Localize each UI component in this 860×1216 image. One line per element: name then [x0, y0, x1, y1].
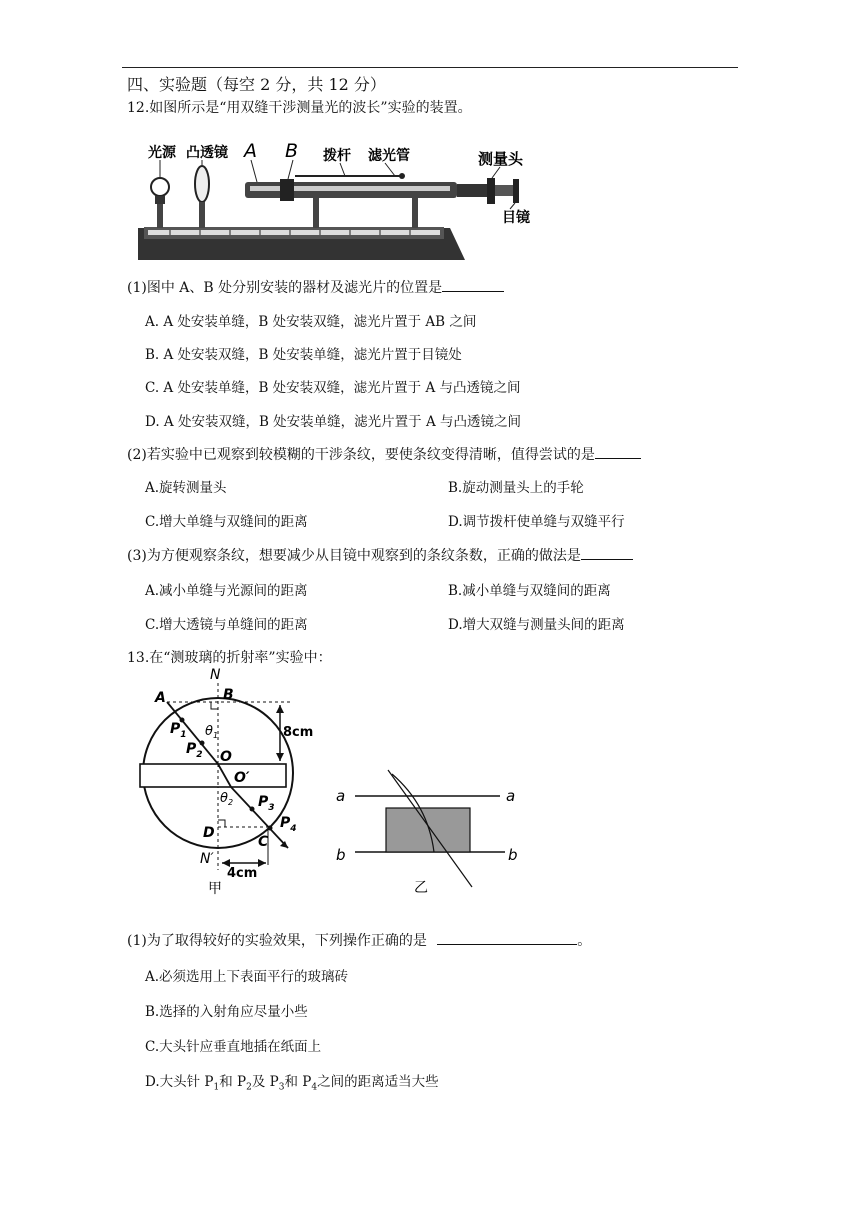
label-measurement-head: 测量头: [478, 150, 524, 168]
label-a-point: A: [155, 690, 166, 706]
label-c-point: C: [258, 834, 269, 850]
top-rule: [122, 67, 738, 68]
refraction-figure-yi: [330, 760, 530, 900]
refraction-figure-jia: [130, 665, 320, 900]
label-light-source: 光源: [148, 145, 176, 161]
q12-part3: [127, 545, 633, 565]
answer-blank[interactable]: [442, 277, 504, 292]
label-8cm: 8cm: [283, 725, 314, 740]
label-o: O: [220, 749, 232, 765]
q12-stem: 12.如图所示是“用双缝干涉测量光的波长”实验的装置。: [127, 100, 472, 116]
label-theta2: $\theta_2$: [220, 791, 234, 807]
answer-blank[interactable]: [581, 545, 633, 560]
label-o-prime: O′: [234, 770, 250, 786]
label-b: B: [285, 140, 299, 162]
label-convex-lens: 凸透镜: [186, 145, 228, 161]
q12-p1-option-b: B. A 处安装双缝，B 处安装单缝，滤光片置于目镜处: [145, 347, 462, 363]
q13-stem: 13.在“测玻璃的折射率”实验中：: [127, 650, 332, 666]
label-p1: $P_1$: [170, 721, 187, 740]
label-4cm: 4cm: [227, 866, 258, 881]
q12-p1-option-a: A. A 处安装单缝，B 处安装双缝，滤光片置于 AB 之间: [145, 314, 477, 330]
label-b-point: B: [223, 687, 234, 703]
q12-p2-option-b: B.旋动测量头上的手轮: [448, 480, 584, 496]
q13-p1-option-d: D.大头针 $P_1$和 $P_2$及 $P_3$和 $P_4$之间的距离适当大些: [145, 1074, 439, 1093]
q12-part2: [127, 444, 641, 464]
label-a-prime-line: a: [506, 787, 516, 805]
q12-p3-option-a: A.减小单缝与光源间的距离: [145, 583, 308, 599]
label-filter-tube: 滤光管: [368, 148, 410, 164]
q12-part2-stem: (2)若实验中已观察到较模糊的干涉条纹，要使条纹变得清晰，值得尝试的是: [127, 447, 595, 463]
label-p3: $P_3$: [258, 794, 275, 813]
q12-p3-option-c: C.增大透镜与单缝间的距离: [145, 617, 308, 633]
q13-part1: [127, 930, 591, 950]
q13-p1-option-a: A.必须选用上下表面平行的玻璃砖: [145, 969, 349, 985]
answer-blank[interactable]: [437, 930, 577, 945]
q13-p1-option-c: C.大头针应垂直地插在纸面上: [145, 1039, 322, 1055]
q12-p1-option-c: C. A 处安装单缝，B 处安装双缝，滤光片置于 A 与凸透镜之间: [145, 380, 521, 396]
q12-p2-option-a: A.旋转测量头: [145, 480, 227, 496]
figure-caption-yi: 乙: [414, 880, 428, 896]
section-title: 四、实验题（每空 2 分，共 12 分）: [127, 75, 386, 94]
q12-p2-option-d: D.调节拨杆使单缝与双缝平行: [448, 514, 625, 530]
answer-blank[interactable]: [595, 444, 641, 459]
interference-apparatus-figure: [130, 132, 530, 270]
label-b-prime-line: b: [508, 846, 518, 864]
q12-p3-option-b: B.减小单缝与双缝间的距离: [448, 583, 611, 599]
q12-p3-option-d: D.增大双缝与测量头间的距离: [448, 617, 625, 633]
label-eyepiece: 目镜: [502, 210, 530, 226]
label-p4: $P_4$: [280, 815, 297, 834]
figure-caption-jia: 甲: [208, 881, 222, 897]
q12-part1-stem: (1)图中 A、B 处分别安装的器材及滤光片的位置是: [127, 280, 443, 296]
label-a: A: [244, 140, 257, 162]
label-p2: $P_2$: [186, 741, 203, 760]
q13-part1-end: 。: [577, 933, 592, 949]
label-lever: 拨杆: [323, 148, 351, 164]
label-theta1: $\theta_1$: [205, 724, 219, 740]
q12-p1-option-d: D. A 处安装双缝，B 处安装单缝，滤光片置于 A 与凸透镜之间: [145, 414, 522, 430]
label-b-line: b: [336, 846, 346, 864]
label-a-line: a: [336, 787, 346, 805]
label-n-prime: N′: [200, 851, 214, 867]
q12-part1: [127, 277, 504, 297]
q12-p2-option-c: C.增大单缝与双缝间的距离: [145, 514, 308, 530]
q13-p1-option-b: B.选择的入射角应尽量小些: [145, 1004, 308, 1020]
q13-part1-stem: (1)为了取得较好的实验效果，下列操作正确的是: [127, 933, 427, 949]
label-d-point: D: [203, 825, 215, 841]
label-n: N: [210, 667, 221, 683]
q12-part3-stem: (3)为方便观察条纹，想要减少从目镜中观察到的条纹条数，正确的做法是: [127, 548, 581, 564]
